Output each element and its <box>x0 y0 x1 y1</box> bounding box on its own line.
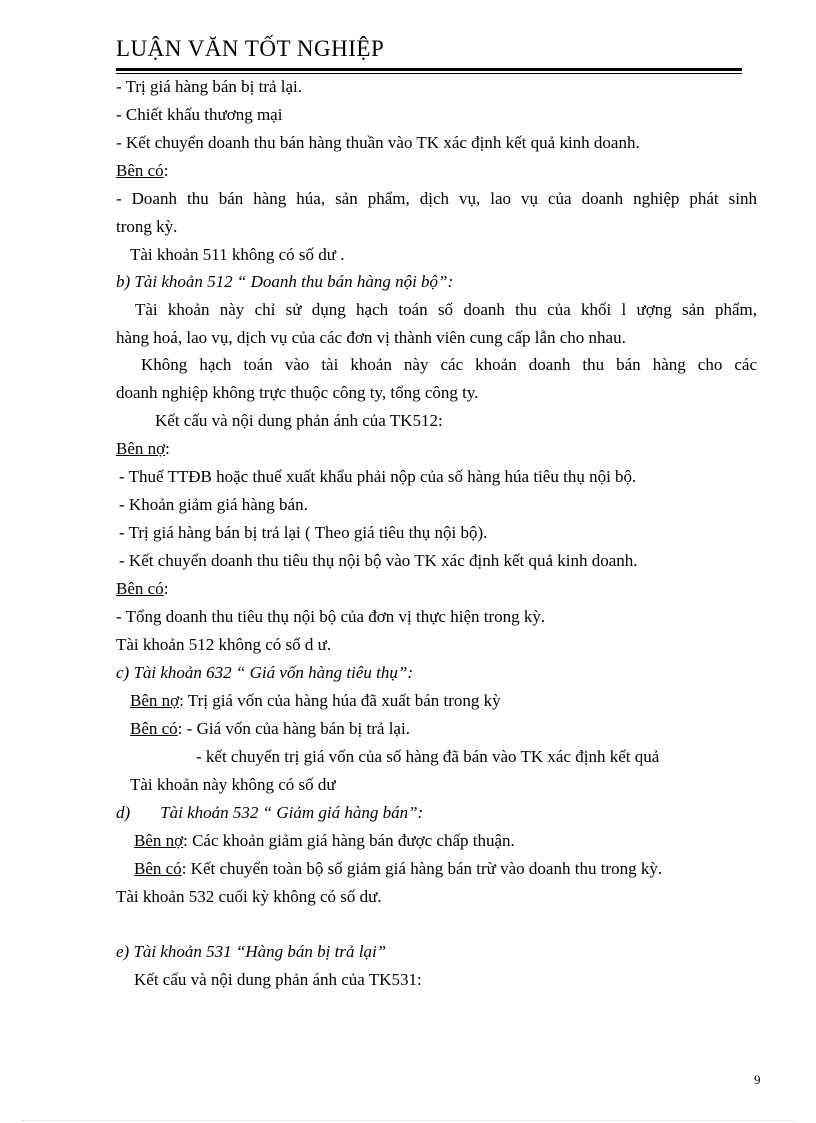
text-line: - Doanh thu bán hàng húa, sản phẩm, dịch vụ, lao vụ của doanh nghiệp phát sinh <box>116 189 757 208</box>
text-line: Không hạch toán vào tài khoản này các khoản doanh thu bán hàng cho các <box>141 355 757 374</box>
page-header-title: LUẬN VĂN TỐT NGHIỆP <box>116 36 385 61</box>
header-rule-thin <box>116 73 742 74</box>
text-line: Bên nợ: Trị giá vốn của hàng húa đã xuất bán trong kỳ <box>130 691 501 710</box>
heading-ben-no: Bên nợ <box>134 831 184 850</box>
text-line: - Tổng doanh thu tiêu thụ nội bộ của đơn vị thực hiện trong kỳ. <box>116 607 546 626</box>
text-line: - kết chuyển trị giá vốn của số hàng đã bán vào TK xác định kết quả <box>196 747 660 766</box>
header-rule-thick <box>116 68 742 71</box>
text-line: doanh nghiệp không trực thuộc công ty, tổng công ty. <box>116 383 479 402</box>
page-bottom-border <box>22 1120 794 1121</box>
text-line: Bên có: - Giá vốn của hàng bán bị trả lại. <box>130 719 410 738</box>
text-line: - Trị giá hàng bán bị trả lại. <box>116 77 303 96</box>
heading-ben-co: Bên có <box>130 719 178 738</box>
text-line: Tài khoản này không có số dư <box>130 775 336 794</box>
section-heading-c: c) Tài khoản 632 “ Giá vốn hàng tiêu thụ”: <box>116 663 414 682</box>
page-number: 9 <box>754 1072 761 1087</box>
text-line: Tài khoản 511 không có số dư . <box>130 245 345 264</box>
text-line: Bên có: <box>116 161 169 180</box>
section-heading-e: e) Tài khoản 531 “Hàng bán bị trả lại” <box>116 942 387 961</box>
section-heading-d: d) Tài khoản 532 “ Giảm giá hàng bán”: <box>116 803 424 822</box>
text-line: Kết cấu và nội dung phản ánh của TK512: <box>155 411 443 430</box>
text-line: - Khoản giảm giá hàng bán. <box>119 495 308 514</box>
text-line: Bên nợ: Các khoản giảm giá hàng bán được chấp thuận. <box>134 831 515 850</box>
text-line: Bên có: <box>116 579 169 598</box>
heading-ben-no: Bên nợ <box>116 439 166 458</box>
heading-ben-co: Bên có <box>116 161 164 180</box>
text-line: - Thuế TTĐB hoặc thuế xuất khẩu phải nộp của số hàng húa tiêu thụ nội bộ. <box>119 467 637 486</box>
text-line: Tài khoản 512 không có số d ư. <box>116 635 332 654</box>
text-line: Bên có: Kết chuyển toàn bộ số giảm giá hàng bán trừ vào doanh thu trong kỳ. <box>134 859 663 878</box>
text-line: Tài khoản 532 cuối kỳ không có số dư. <box>116 887 382 906</box>
text-line: trong kỳ. <box>116 217 178 236</box>
text-line: - Trị giá hàng bán bị trả lại ( Theo giá tiêu thụ nội bộ). <box>119 523 488 542</box>
section-heading-b: b) Tài khoản 512 “ Doanh thu bán hàng nội bộ”: <box>116 272 454 291</box>
text-line: hàng hoá, lao vụ, dịch vụ của các đơn vị thành viên cung cấp lẫn cho nhau. <box>116 328 626 347</box>
heading-ben-no: Bên nợ <box>130 691 180 710</box>
heading-ben-co: Bên có <box>134 859 182 878</box>
heading-ben-co: Bên có <box>116 579 164 598</box>
text-line: - Chiết khấu thương mại <box>116 105 283 124</box>
text-line: - Kết chuyển doanh thu bán hàng thuần vào TK xác định kết quả kinh doanh. <box>116 133 640 152</box>
text-line: Tài khoản này chỉ sử dụng hạch toán số doanh thu của khối l ượng sản phẩm, <box>135 300 757 319</box>
text-line: Kết cấu và nội dung phản ánh của TK531: <box>134 970 422 989</box>
text-line: - Kết chuyển doanh thu tiêu thụ nội bộ vào TK xác định kết quả kinh doanh. <box>119 551 638 570</box>
text-line: Bên nợ: <box>116 439 170 458</box>
